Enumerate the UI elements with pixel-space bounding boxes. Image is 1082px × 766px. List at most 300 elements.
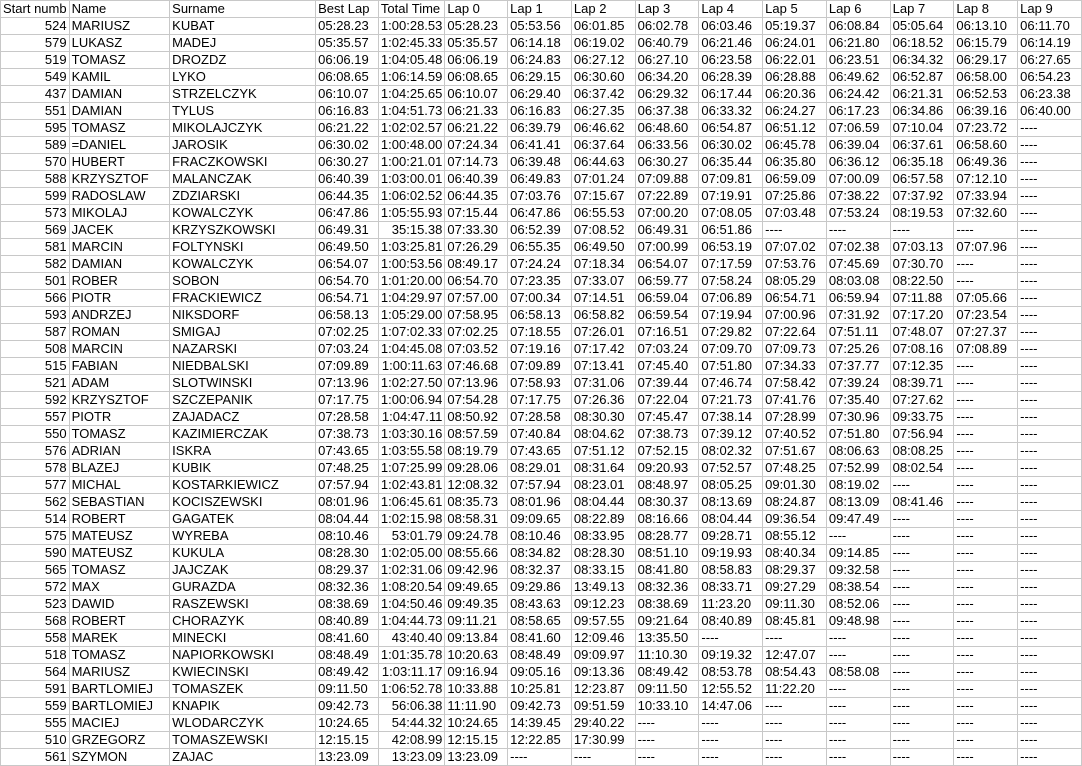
table-cell: ---- <box>1018 647 1082 664</box>
column-header: Best Lap <box>316 1 379 18</box>
table-cell: 07:38.22 <box>826 188 890 205</box>
table-cell: ADRIAN <box>69 443 170 460</box>
table-body <box>1 18 1082 766</box>
table-cell: GRZEGORZ <box>69 732 170 749</box>
table-cell: 1:07:02.33 <box>378 324 444 341</box>
table-cell: ---- <box>699 630 763 647</box>
table-cell: 08:40.34 <box>763 545 827 562</box>
table-cell: ROBERT <box>69 613 170 630</box>
table-cell: 06:58.00 <box>954 69 1018 86</box>
table-cell: 08:58.31 <box>445 511 508 528</box>
table-cell: 14:47.06 <box>699 698 763 715</box>
table-cell: 06:58.82 <box>571 307 635 324</box>
table-cell: ---- <box>954 545 1018 562</box>
table-cell: 06:40.39 <box>445 171 508 188</box>
table-cell: HUBERT <box>69 154 170 171</box>
table-cell: RADOSLAW <box>69 188 170 205</box>
table-cell: GURAZDA <box>170 579 316 596</box>
table-cell: NIKSDORF <box>170 307 316 324</box>
table-cell: 07:51.80 <box>826 426 890 443</box>
table-cell: 05:53.56 <box>508 18 572 35</box>
table-cell: 1:06:14.59 <box>378 69 444 86</box>
table-cell: BLAZEJ <box>69 460 170 477</box>
table-cell: 10:24.65 <box>445 715 508 732</box>
table-cell: 1:00:28.53 <box>378 18 444 35</box>
table-cell: 08:55.66 <box>445 545 508 562</box>
table-cell: 587 <box>1 324 70 341</box>
table-cell: 07:00.96 <box>763 307 827 324</box>
table-cell: 08:13.69 <box>699 494 763 511</box>
table-cell: ---- <box>1018 664 1082 681</box>
table-row <box>1 392 1082 409</box>
table-cell: 07:41.76 <box>763 392 827 409</box>
table-cell: 06:08.65 <box>445 69 508 86</box>
table-cell: SZYMON <box>69 749 170 766</box>
table-cell: 09:28.06 <box>445 460 508 477</box>
table-cell: 07:15.44 <box>445 205 508 222</box>
table-cell: 13:35.50 <box>635 630 699 647</box>
table-cell: ---- <box>1018 307 1082 324</box>
table-cell: ---- <box>1018 375 1082 392</box>
table-cell: 07:46.68 <box>445 358 508 375</box>
table-cell: 06:49.50 <box>571 239 635 256</box>
table-cell: KWIECINSKI <box>170 664 316 681</box>
table-cell: 07:39.12 <box>699 426 763 443</box>
table-cell: 07:09.70 <box>699 341 763 358</box>
table-cell: LUKASZ <box>69 35 170 52</box>
table-cell: 566 <box>1 290 70 307</box>
table-cell: 07:09.81 <box>699 171 763 188</box>
table-cell: 1:07:25.99 <box>378 460 444 477</box>
table-cell: ---- <box>954 664 1018 681</box>
table-cell: 12:23.87 <box>571 681 635 698</box>
column-header: Lap 0 <box>445 1 508 18</box>
table-cell: TOMASZ <box>69 426 170 443</box>
table-cell: 06:23.51 <box>826 52 890 69</box>
table-cell: 06:30.27 <box>635 154 699 171</box>
table-cell: 07:08.52 <box>571 222 635 239</box>
table-cell: ---- <box>763 732 827 749</box>
table-cell: 06:21.33 <box>445 103 508 120</box>
table-cell: 06:39.48 <box>508 154 572 171</box>
table-cell: 10:20.63 <box>445 647 508 664</box>
table-cell: 07:09.89 <box>316 358 379 375</box>
table-cell: ZDZIARSKI <box>170 188 316 205</box>
table-cell: 07:39.24 <box>826 375 890 392</box>
table-row <box>1 290 1082 307</box>
table-cell: 514 <box>1 511 70 528</box>
table-cell: 1:04:47.11 <box>378 409 444 426</box>
table-cell: 09:01.30 <box>763 477 827 494</box>
table-cell: 06:27.35 <box>571 103 635 120</box>
table-cell: 08:04.44 <box>571 494 635 511</box>
table-cell: 13:23.09 <box>378 749 444 766</box>
table-cell: 07:13.96 <box>316 375 379 392</box>
table-cell: 06:14.18 <box>508 35 572 52</box>
table-cell: 06:23.38 <box>1018 86 1082 103</box>
table-cell: 07:09.88 <box>635 171 699 188</box>
table-cell: 06:58.60 <box>954 137 1018 154</box>
table-cell: 06:13.10 <box>954 18 1018 35</box>
table-cell: ---- <box>1018 137 1082 154</box>
table-row <box>1 375 1082 392</box>
table-cell: 06:54.87 <box>699 120 763 137</box>
table-cell: 07:14.73 <box>445 154 508 171</box>
column-header: Lap 5 <box>763 1 827 18</box>
table-cell: 07:38.73 <box>316 426 379 443</box>
table-row <box>1 35 1082 52</box>
table-cell: 07:13.96 <box>445 375 508 392</box>
table-cell: 08:43.63 <box>508 596 572 613</box>
table-cell: 07:17.59 <box>699 256 763 273</box>
table-cell: 07:27.37 <box>954 324 1018 341</box>
table-cell: 578 <box>1 460 70 477</box>
table-cell: KUBAT <box>170 18 316 35</box>
table-cell: 06:06.19 <box>316 52 379 69</box>
table-cell: 08:33.15 <box>571 562 635 579</box>
table-cell: 06:34.32 <box>890 52 954 69</box>
table-cell: 07:25.26 <box>826 341 890 358</box>
table-cell: WYREBA <box>170 528 316 545</box>
column-header: Total Time <box>378 1 444 18</box>
table-cell: 515 <box>1 358 70 375</box>
table-cell: ---- <box>1018 732 1082 749</box>
table-cell: 10:33.88 <box>445 681 508 698</box>
table-row <box>1 698 1082 715</box>
table-cell: 08:41.60 <box>316 630 379 647</box>
table-cell: TOMASZEK <box>170 681 316 698</box>
table-cell: 06:34.86 <box>890 103 954 120</box>
table-cell: 06:59.04 <box>635 290 699 307</box>
table-cell: 07:02.25 <box>445 324 508 341</box>
table-cell: 06:55.53 <box>571 205 635 222</box>
table-cell: 09:32.58 <box>826 562 890 579</box>
table-cell: 08:02.54 <box>890 460 954 477</box>
table-cell: ---- <box>763 630 827 647</box>
table-cell: 550 <box>1 426 70 443</box>
table-cell: 06:58.13 <box>508 307 572 324</box>
table-cell: 1:06:02.52 <box>378 188 444 205</box>
table-cell: 07:00.34 <box>508 290 572 307</box>
table-cell: FABIAN <box>69 358 170 375</box>
table-cell: 08:29.01 <box>508 460 572 477</box>
table-cell: 1:05:29.00 <box>378 307 444 324</box>
table-cell: 07:11.88 <box>890 290 954 307</box>
table-cell: 06:33.32 <box>699 103 763 120</box>
table-cell: ---- <box>954 647 1018 664</box>
table-cell: 06:40.39 <box>316 171 379 188</box>
table-cell: 08:05.29 <box>763 273 827 290</box>
table-row <box>1 69 1082 86</box>
table-cell: 07:03.13 <box>890 239 954 256</box>
table-cell: 08:33.95 <box>571 528 635 545</box>
table-cell: 08:41.60 <box>508 630 572 647</box>
table-cell: 08:29.37 <box>763 562 827 579</box>
table-cell: ---- <box>890 477 954 494</box>
table-cell: ---- <box>1018 392 1082 409</box>
table-cell: 06:39.79 <box>508 120 572 137</box>
table-cell: 07:52.57 <box>699 460 763 477</box>
table-cell: ---- <box>954 392 1018 409</box>
table-cell: 557 <box>1 409 70 426</box>
table-cell: 08:58.65 <box>508 613 572 630</box>
table-cell: JAROSIK <box>170 137 316 154</box>
table-cell: 06:45.78 <box>763 137 827 154</box>
table-cell: 12:08.32 <box>445 477 508 494</box>
table-cell: ---- <box>890 596 954 613</box>
table-cell: 07:33.94 <box>954 188 1018 205</box>
table-cell: 07:40.84 <box>508 426 572 443</box>
table-cell: 08:08.25 <box>890 443 954 460</box>
table-cell: 29:40.22 <box>571 715 635 732</box>
table-cell: 06:16.83 <box>508 103 572 120</box>
table-cell: 08:40.89 <box>699 613 763 630</box>
table-cell: 1:02:43.81 <box>378 477 444 494</box>
table-cell: 07:48.07 <box>890 324 954 341</box>
table-cell: 08:55.12 <box>763 528 827 545</box>
table-cell: ---- <box>635 732 699 749</box>
table-cell: ROMAN <box>69 324 170 341</box>
table-cell: 08:04.62 <box>571 426 635 443</box>
table-cell: 10:25.81 <box>508 681 572 698</box>
table-cell: 565 <box>1 562 70 579</box>
table-cell: ---- <box>763 698 827 715</box>
table-cell: 08:19.79 <box>445 443 508 460</box>
table-cell: 06:22.01 <box>763 52 827 69</box>
table-cell: 06:03.46 <box>699 18 763 35</box>
table-row <box>1 596 1082 613</box>
table-cell: 07:27.62 <box>890 392 954 409</box>
table-cell: ---- <box>635 749 699 766</box>
table-cell: 07:14.51 <box>571 290 635 307</box>
table-cell: NAZARSKI <box>170 341 316 358</box>
table-cell: 06:08.84 <box>826 18 890 35</box>
table-cell: 07:03.48 <box>763 205 827 222</box>
table-cell: ---- <box>890 749 954 766</box>
table-cell: 07:58.95 <box>445 307 508 324</box>
table-cell: 07:35.40 <box>826 392 890 409</box>
table-cell: 06:54.71 <box>763 290 827 307</box>
table-cell: ---- <box>1018 154 1082 171</box>
table-cell: 09:49.35 <box>445 596 508 613</box>
table-cell: 1:04:51.73 <box>378 103 444 120</box>
table-cell: 05:28.23 <box>316 18 379 35</box>
table-cell: 07:53.24 <box>826 205 890 222</box>
table-cell: ---- <box>954 596 1018 613</box>
table-cell: =DANIEL <box>69 137 170 154</box>
table-cell: 08:33.71 <box>699 579 763 596</box>
table-cell: ---- <box>635 715 699 732</box>
table-cell: DROZDZ <box>170 52 316 69</box>
table-cell: BARTLOMIEJ <box>69 681 170 698</box>
table-cell: ---- <box>1018 562 1082 579</box>
table-cell: 09:24.78 <box>445 528 508 545</box>
table-cell: 08:32.37 <box>508 562 572 579</box>
table-cell: 569 <box>1 222 70 239</box>
table-cell: 08:53.78 <box>699 664 763 681</box>
table-cell: ---- <box>954 477 1018 494</box>
table-cell: 07:12.35 <box>890 358 954 375</box>
table-cell: 07:33.07 <box>571 273 635 290</box>
column-header: Lap 7 <box>890 1 954 18</box>
table-cell: 06:54.71 <box>316 290 379 307</box>
table-cell: 07:22.64 <box>763 324 827 341</box>
table-cell: 08:29.37 <box>316 562 379 579</box>
table-row <box>1 426 1082 443</box>
table-cell: 07:33.30 <box>445 222 508 239</box>
table-cell: 07:43.65 <box>508 443 572 460</box>
table-cell: ---- <box>890 562 954 579</box>
column-header: Lap 3 <box>635 1 699 18</box>
table-cell: SMIGAJ <box>170 324 316 341</box>
table-row <box>1 103 1082 120</box>
table-cell: 08:13.09 <box>826 494 890 511</box>
table-cell: 07:28.99 <box>763 409 827 426</box>
table-cell: 06:29.32 <box>635 86 699 103</box>
table-cell: 07:45.69 <box>826 256 890 273</box>
table-cell: 06:02.78 <box>635 18 699 35</box>
table-cell: 07:07.96 <box>954 239 1018 256</box>
table-cell: 06:59.77 <box>635 273 699 290</box>
table-cell: ---- <box>1018 188 1082 205</box>
table-cell: 1:02:05.00 <box>378 545 444 562</box>
table-cell: ---- <box>1018 749 1082 766</box>
table-cell: ---- <box>1018 256 1082 273</box>
table-cell: ---- <box>1018 409 1082 426</box>
table-cell: 07:40.52 <box>763 426 827 443</box>
header-row <box>1 1 1082 18</box>
table-cell: 53:01.79 <box>378 528 444 545</box>
table-cell: 1:00:48.00 <box>378 137 444 154</box>
table-cell: ---- <box>826 630 890 647</box>
table-cell: ADAM <box>69 375 170 392</box>
table-cell: BARTLOMIEJ <box>69 698 170 715</box>
table-cell: 07:26.29 <box>445 239 508 256</box>
table-cell: 08:04.44 <box>316 511 379 528</box>
table-cell: JACEK <box>69 222 170 239</box>
table-row <box>1 494 1082 511</box>
table-cell: MINECKI <box>170 630 316 647</box>
table-cell: 09:36.54 <box>763 511 827 528</box>
table-cell: 06:52.53 <box>954 86 1018 103</box>
table-cell: 07:19.94 <box>699 307 763 324</box>
table-cell: 12:55.52 <box>699 681 763 698</box>
table-cell: 09:16.94 <box>445 664 508 681</box>
table-cell: 07:32.60 <box>954 205 1018 222</box>
table-cell: 06:53.19 <box>699 239 763 256</box>
table-cell: ---- <box>954 358 1018 375</box>
table-cell: ZAJAC <box>170 749 316 766</box>
table-cell: ---- <box>1018 341 1082 358</box>
table-cell: ---- <box>1018 443 1082 460</box>
table-cell: 08:48.97 <box>635 477 699 494</box>
table-cell: 559 <box>1 698 70 715</box>
table-cell: 08:24.87 <box>763 494 827 511</box>
table-cell: TOMASZ <box>69 647 170 664</box>
column-header: Start numb <box>1 1 70 18</box>
table-cell: 09:42.73 <box>508 698 572 715</box>
table-cell: 06:47.86 <box>316 205 379 222</box>
table-row <box>1 120 1082 137</box>
table-cell: 07:28.58 <box>316 409 379 426</box>
table-cell: 12:47.07 <box>763 647 827 664</box>
table-cell: ---- <box>1018 528 1082 545</box>
table-row <box>1 562 1082 579</box>
table-cell: 09:28.71 <box>699 528 763 545</box>
table-cell: ---- <box>954 375 1018 392</box>
table-row <box>1 154 1082 171</box>
table-cell: 07:02.25 <box>316 324 379 341</box>
table-cell: 06:37.61 <box>890 137 954 154</box>
table-cell: 06:44.35 <box>445 188 508 205</box>
table-cell: 08:28.30 <box>571 545 635 562</box>
table-cell: 06:35.18 <box>890 154 954 171</box>
table-cell: 07:03.24 <box>316 341 379 358</box>
table-row <box>1 205 1082 222</box>
table-cell: 06:06.19 <box>445 52 508 69</box>
table-cell: MICHAL <box>69 477 170 494</box>
table-cell: 06:29.40 <box>508 86 572 103</box>
table-cell: 06:40.00 <box>1018 103 1082 120</box>
table-cell: DAMIAN <box>69 256 170 273</box>
table-cell: 595 <box>1 120 70 137</box>
table-cell: 06:30.02 <box>316 137 379 154</box>
table-cell: TOMASZ <box>69 120 170 137</box>
table-cell: MARCIN <box>69 239 170 256</box>
table-cell: 06:21.80 <box>826 35 890 52</box>
table-cell: 13:49.13 <box>571 579 635 596</box>
table-cell: 1:06:45.61 <box>378 494 444 511</box>
table-cell: 06:21.46 <box>699 35 763 52</box>
table-cell: 07:34.33 <box>763 358 827 375</box>
table-cell: 07:26.36 <box>571 392 635 409</box>
table-cell: 09:19.93 <box>699 545 763 562</box>
table-cell: 07:48.25 <box>316 460 379 477</box>
table-cell: 07:43.65 <box>316 443 379 460</box>
table-row <box>1 460 1082 477</box>
table-cell: 07:09.89 <box>508 358 572 375</box>
table-cell: 07:56.94 <box>890 426 954 443</box>
table-cell: FRACKIEWICZ <box>170 290 316 307</box>
column-header: Lap 1 <box>508 1 572 18</box>
table-cell: 09:42.96 <box>445 562 508 579</box>
table-cell: 501 <box>1 273 70 290</box>
table-cell: 06:10.07 <box>445 86 508 103</box>
table-row <box>1 239 1082 256</box>
table-cell: GAGATEK <box>170 511 316 528</box>
table-cell: 07:24.34 <box>445 137 508 154</box>
table-cell: ---- <box>954 222 1018 239</box>
table-cell: 1:02:15.98 <box>378 511 444 528</box>
table-cell: 592 <box>1 392 70 409</box>
table-cell: 07:18.55 <box>508 324 572 341</box>
table-cell: 06:33.56 <box>635 137 699 154</box>
table-cell: 589 <box>1 137 70 154</box>
table-cell: 07:54.28 <box>445 392 508 409</box>
table-row <box>1 307 1082 324</box>
table-cell: ---- <box>1018 630 1082 647</box>
table-cell: 06:54.07 <box>316 256 379 273</box>
table-cell: STRZELCZYK <box>170 86 316 103</box>
table-cell: ---- <box>1018 239 1082 256</box>
table-cell: 1:02:02.57 <box>378 120 444 137</box>
table-cell: ---- <box>954 426 1018 443</box>
table-cell: ---- <box>890 681 954 698</box>
table-cell: 09:13.36 <box>571 664 635 681</box>
table-cell: 06:48.60 <box>635 120 699 137</box>
table-cell: ---- <box>1018 324 1082 341</box>
table-cell: ---- <box>1018 715 1082 732</box>
